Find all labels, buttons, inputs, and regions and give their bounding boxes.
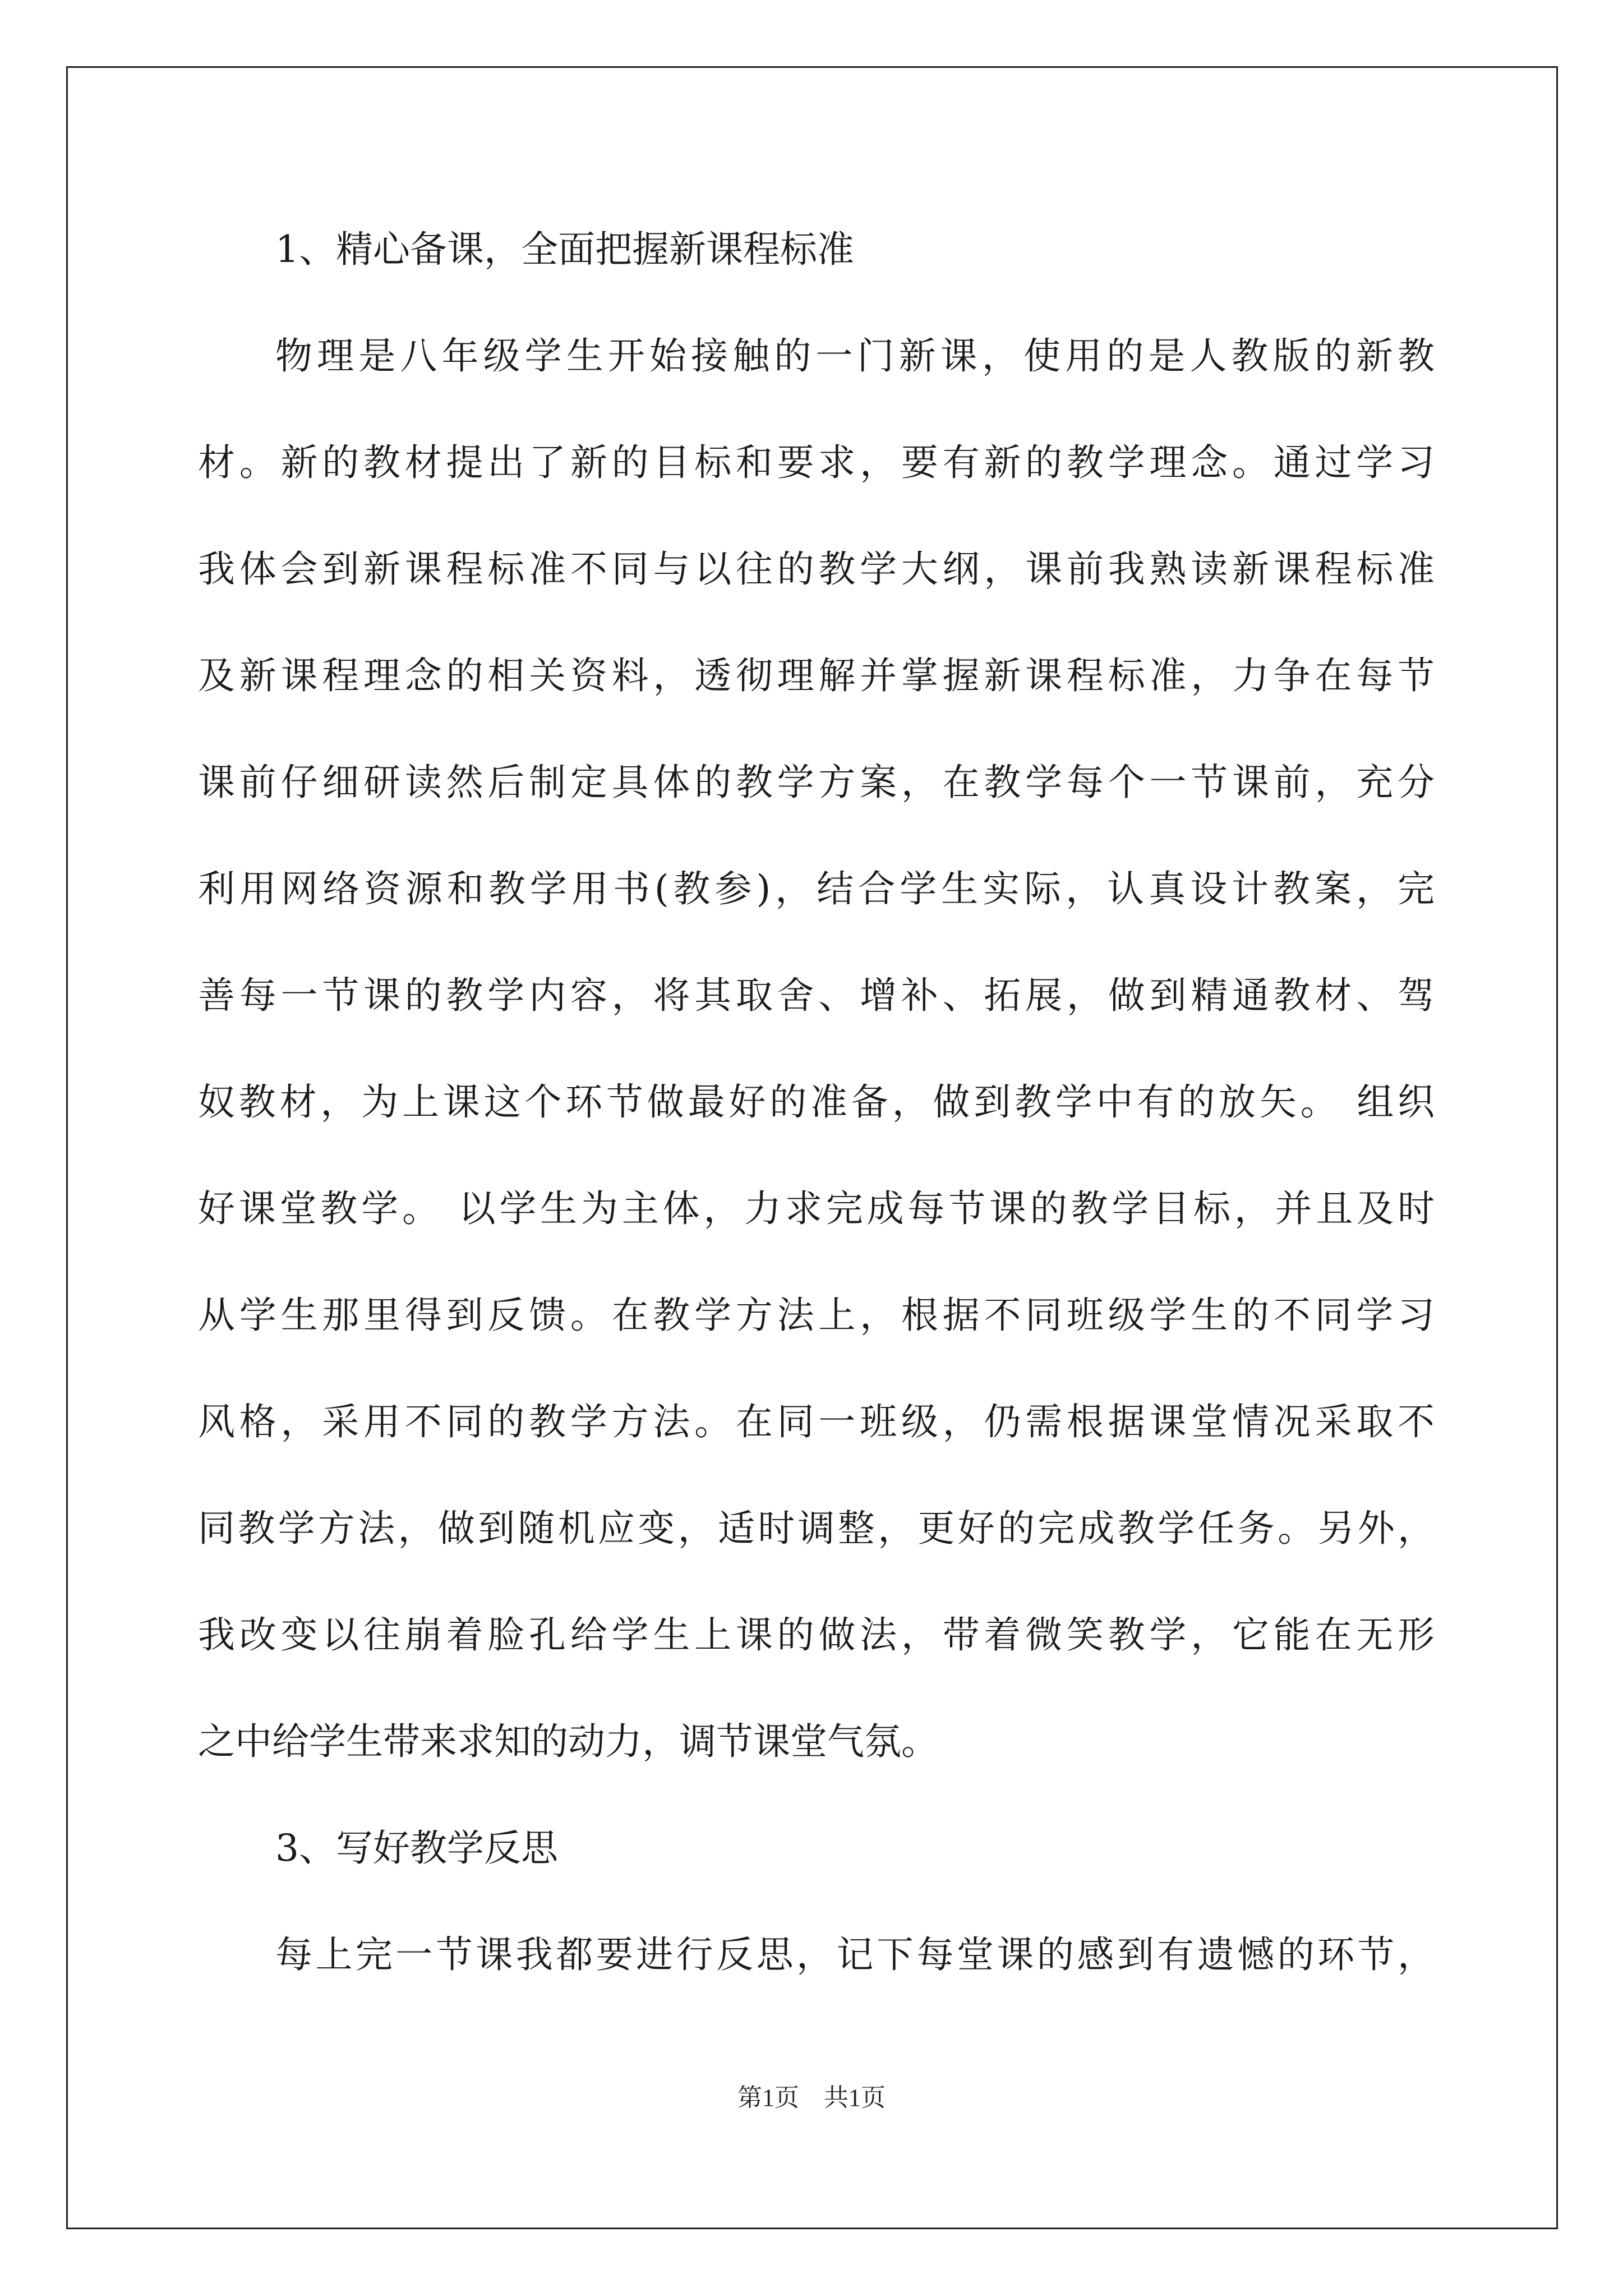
text-line: 每上完一节课我都要进行反思，记下每堂课的感到有遗憾的环节， (275, 1933, 1435, 1976)
text-line: 好课堂教学。 以学生为主体，力求完成每节课的教学目标，并且及时 (198, 1187, 1435, 1230)
document-body (198, 213, 1435, 2025)
page-number-footer: 第1页 共1页 (737, 2084, 886, 2111)
text-line: 同教学方法，做到随机应变，适时调整，更好的完成教学任务。另外， (198, 1507, 1435, 1550)
text-line: 材。新的教材提出了新的目标和要求，要有新的教学理念。通过学习 (198, 441, 1435, 484)
text-line: 物理是八年级学生开始接触的一门新课，使用的是人教版的新教 (275, 334, 1435, 378)
text-line: 我体会到新课程标准不同与以往的教学大纲，课前我熟读新课程标准 (198, 547, 1435, 591)
section-heading: 3、写好教学反思 (275, 1826, 558, 1870)
text-line: 从学生那里得到反馈。在教学方法上，根据不同班级学生的不同学习 (198, 1294, 1435, 1337)
text-line: 之中给学生带来求知的动力，调节课堂气氛。 (198, 1720, 938, 1763)
text-line: 善每一节课的教学内容，将其取舍、增补、拓展，做到精通教材、驾 (198, 974, 1435, 1017)
text-line: 我改变以往崩着脸孔给学生上课的做法，带着微笑教学，它能在无形 (198, 1613, 1435, 1657)
text-line: 及新课程理念的相关资料，透彻理解并掌握新课程标准，力争在每节 (198, 654, 1435, 697)
text-line: 课前仔细研读然后制定具体的教学方案，在教学每个一节课前，充分 (198, 761, 1435, 804)
text-line: 奴教材，为上课这个环节做最好的准备，做到教学中有的放矢。 组织 (198, 1080, 1435, 1124)
text-line: 风格，采用不同的教学方法。在同一班级，仍需根据课堂情况采取不 (198, 1400, 1435, 1443)
text-line: 利用网络资源和教学用书(教参)，结合学生实际，认真设计教案，完 (198, 867, 1435, 910)
text-line: 1、精心备课，全面把握新课程标准 (275, 228, 854, 271)
